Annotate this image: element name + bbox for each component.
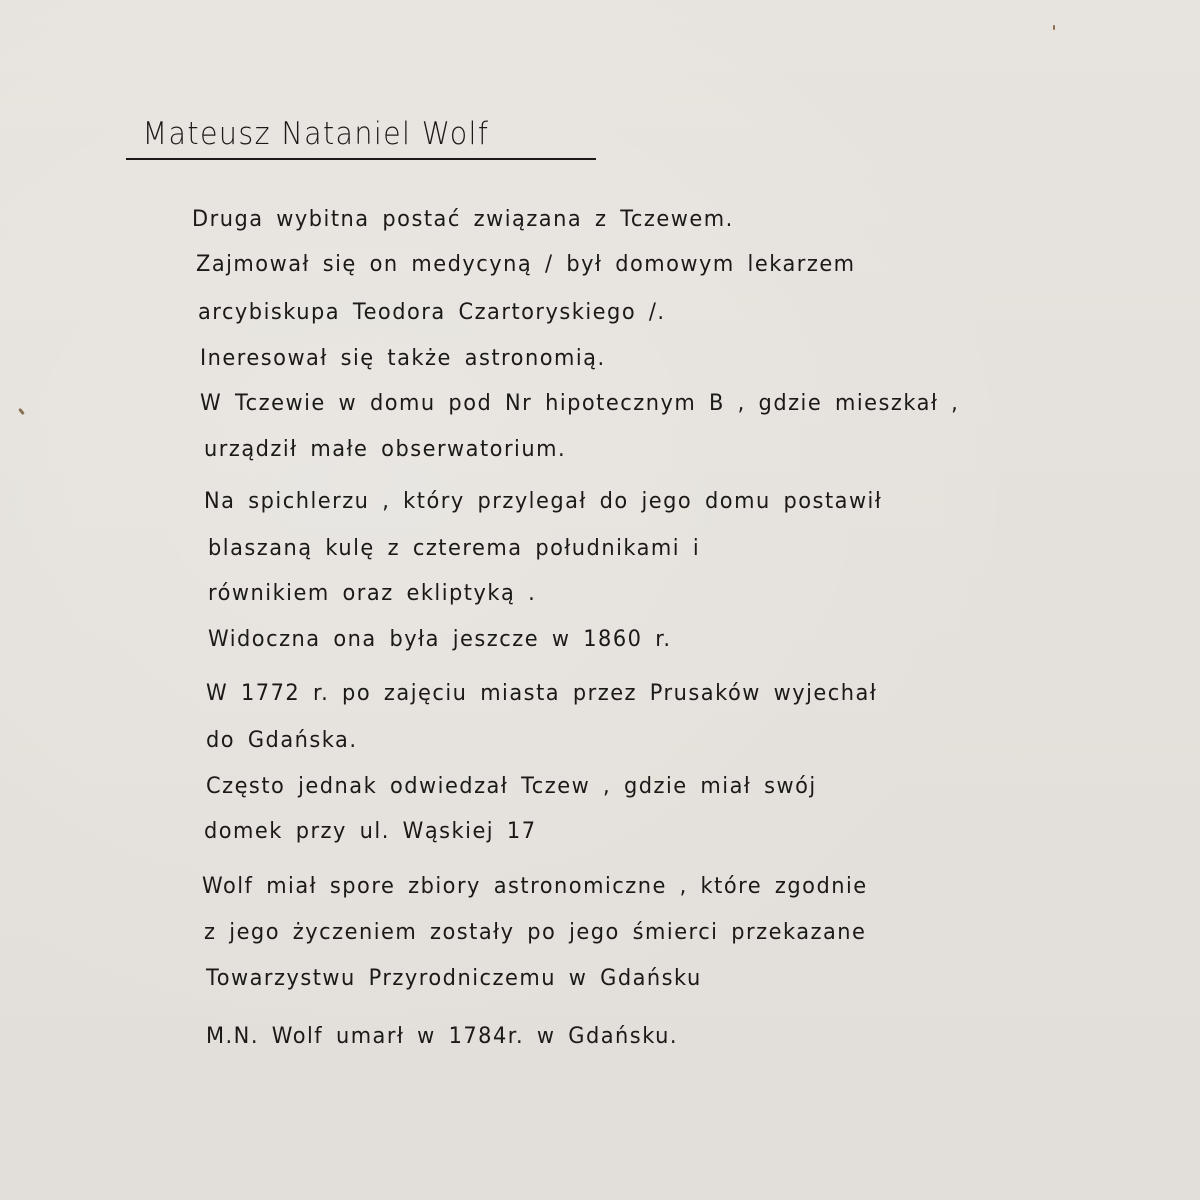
- text-line: Ineresował się także astronomią.: [200, 345, 606, 371]
- text-line: M.N. Wolf umarł w 1784r. w Gdańsku.: [206, 1023, 679, 1049]
- text-line: Druga wybitna postać związana z Tczewem.: [192, 206, 734, 232]
- text-line: arcybiskupa Teodora Czartoryskiego /.: [198, 299, 666, 325]
- text-line: do Gdańska.: [206, 727, 358, 753]
- text-line: Na spichlerzu , który przylegał do jego domu postawił: [204, 488, 883, 514]
- text-line: z jego życzeniem zostały po jego śmierci przekazane: [204, 919, 867, 945]
- paper-speck: [18, 408, 25, 415]
- paper-speck: [1053, 25, 1055, 30]
- text-line: Często jednak odwiedzał Tczew , gdzie miał swój: [206, 773, 817, 799]
- text-line: domek przy ul. Wąskiej 17: [204, 818, 537, 844]
- text-line: Zajmował się on medycyną / był domowym lekarzem: [196, 251, 856, 277]
- document-title: Mateusz Nataniel Wolf: [142, 116, 490, 152]
- text-line: urządził małe obserwatorium.: [204, 436, 567, 462]
- text-line: blaszaną kulę z czterema południkami i: [208, 535, 701, 561]
- text-line: W 1772 r. po zajęciu miasta przez Prusaków wyjechał: [206, 680, 878, 706]
- text-line: Wolf miał spore zbiory astronomiczne , które zgodnie: [202, 873, 868, 899]
- text-line: równikiem oraz ekliptyką .: [208, 580, 537, 606]
- title-underline: [126, 158, 596, 160]
- text-line: Widoczna ona była jeszcze w 1860 r.: [208, 626, 672, 652]
- text-line: Towarzystwu Przyrodniczemu w Gdańsku: [206, 965, 702, 991]
- text-line: W Tczewie w domu pod Nr hipotecznym B , gdzie mieszkał ,: [200, 390, 960, 416]
- document-heading: [126, 112, 596, 156]
